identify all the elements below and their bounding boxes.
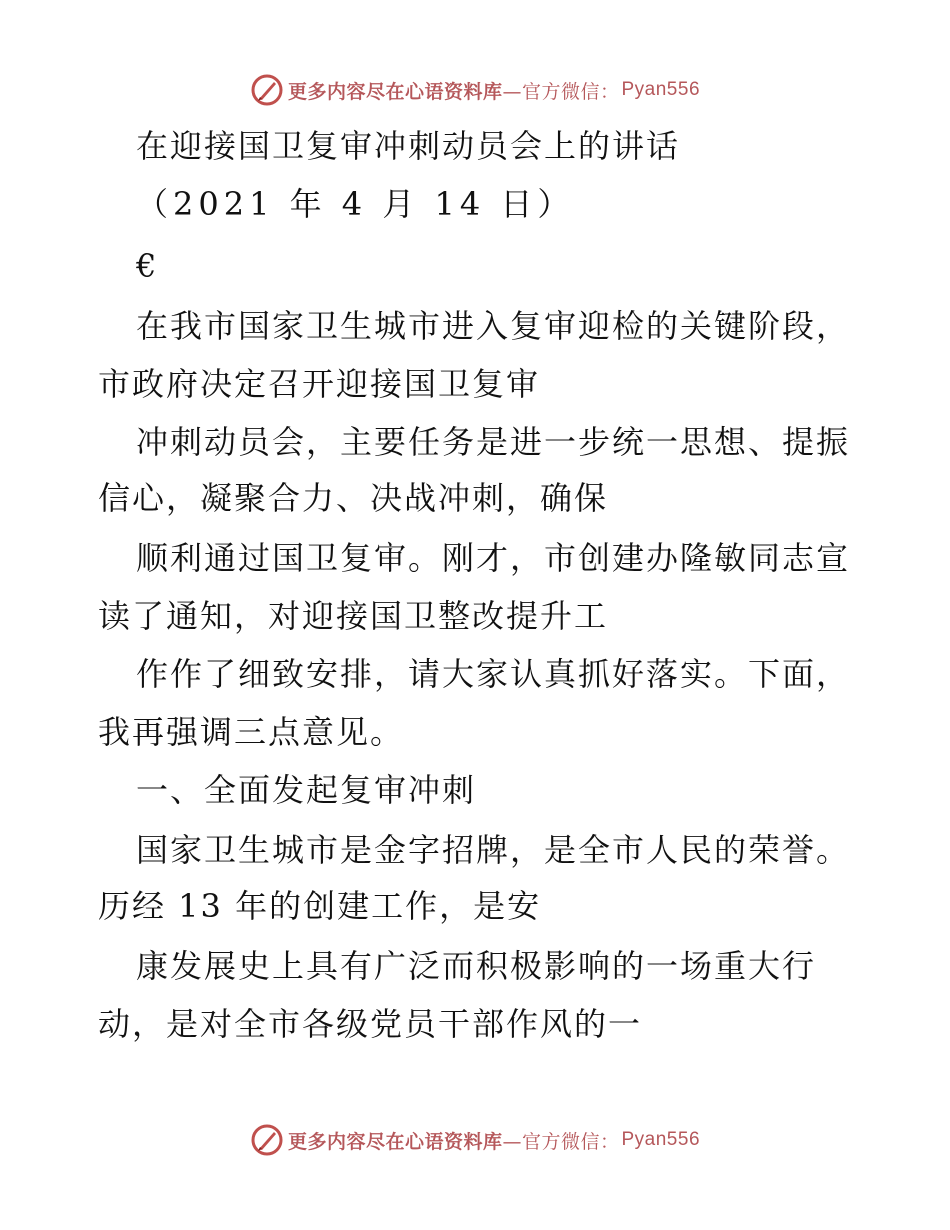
paragraph-line: 顺利通过国卫复审。刚才，市创建办隆敏同志宣 (136, 539, 851, 577)
paragraph-line: 信心，凝聚合力、决战冲刺，确保 (98, 479, 609, 517)
watermark-main-text: 更多内容尽在心语资料库 (287, 80, 503, 103)
quill-logo-icon (250, 73, 284, 107)
watermark-separator-text: —官方微信： (502, 80, 620, 103)
paragraph-line: 读了通知，对迎接国卫整改提升工 (98, 597, 609, 635)
paragraph-line: 我再强调三点意见。 (98, 713, 405, 751)
section-heading: 一、全面发起复审冲刺 (136, 771, 477, 809)
watermark-wechat-id: Pyan556 (621, 1129, 701, 1150)
watermark-main-text: 更多内容尽在心语资料库 (287, 1130, 503, 1153)
paragraph-line: 历经 13 年的创建工作，是安 (98, 887, 542, 925)
footer-watermark (0, 1120, 950, 1160)
watermark-separator-text: —官方微信： (502, 1130, 620, 1153)
paragraph-line: 在我市国家卫生城市进入复审迎检的关键阶段， (136, 307, 851, 345)
paragraph-line: 市政府决定召开迎接国卫复审 (98, 365, 541, 403)
document-title: 在迎接国卫复审冲刺动员会上的讲话 (136, 127, 681, 165)
document-date: （2021 年 4 月 14 日） (136, 185, 575, 223)
paragraph-line: 动，是对全市各级党员干部作风的一 (98, 1005, 643, 1043)
quill-logo-icon (250, 1123, 284, 1157)
paragraph-line: 康发展史上具有广泛而积极影响的一场重大行 (136, 947, 817, 985)
paragraph-line: 国家卫生城市是金字招牌，是全市人民的荣誉。 (136, 831, 851, 869)
paragraph-line: 作作了细致安排，请大家认真抓好落实。下面， (136, 655, 851, 693)
euro-symbol: € (136, 247, 159, 285)
header-watermark (0, 70, 950, 110)
paragraph-line: 冲刺动员会，主要任务是进一步统一思想、提振 (136, 423, 851, 461)
watermark-wechat-id: Pyan556 (621, 79, 701, 100)
